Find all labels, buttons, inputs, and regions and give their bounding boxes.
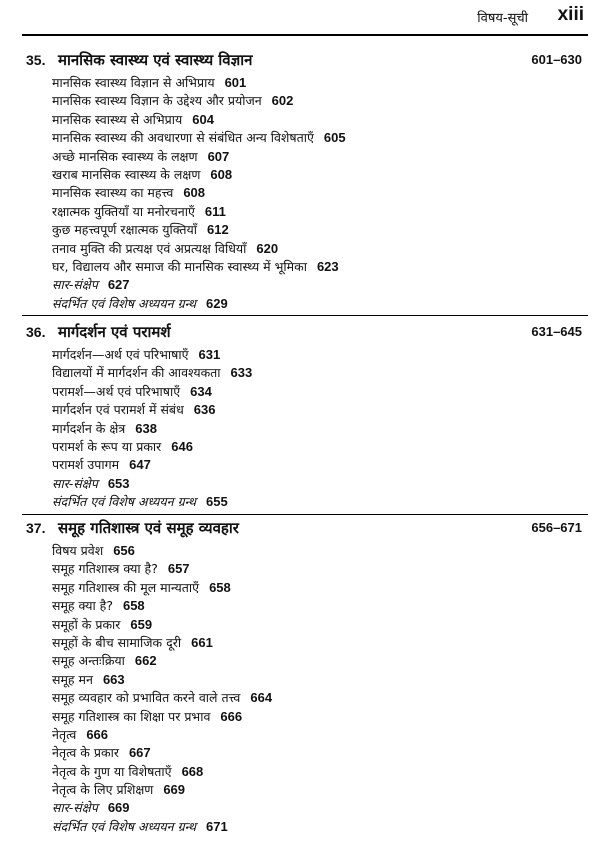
entry-title: नेतृत्व के गुण या विशेषताएँ (52, 763, 172, 779)
chapter-37 (0, 518, 600, 836)
chapter-number: 36. (26, 324, 46, 340)
entry-title: परामर्श के रूप या प्रकार (52, 438, 162, 454)
toc-entry (0, 148, 600, 166)
toc-entry (0, 240, 600, 258)
toc-entry (0, 364, 600, 382)
toc-entry (0, 401, 600, 419)
toc-entry (0, 92, 600, 110)
toc-entry (0, 346, 600, 364)
entry-title: समूह गतिशास्त्र की मूल मान्यताएँ (52, 579, 200, 595)
chapter-35 (0, 50, 600, 313)
toc-entry (0, 634, 600, 652)
chapter-entries (0, 74, 600, 313)
entry-title: संदर्भित एवं विशेष अध्ययन ग्रन्थ (52, 295, 196, 311)
entry-title: अच्छे मानसिक स्वास्थ्य के लक्षण (52, 148, 198, 164)
toc-entry (0, 420, 600, 438)
entry-title: समूहों के बीच सामाजिक दूरी (52, 634, 182, 650)
header-divider (22, 34, 588, 36)
toc-entry (0, 781, 600, 799)
entry-page: 604 (192, 111, 214, 127)
chapter-page-range: 656–671 (531, 520, 582, 535)
entry-title: संदर्भित एवं विशेष अध्ययन ग्रन्थ (52, 818, 196, 834)
entry-title: संदर्भित एवं विशेष अध्ययन ग्रन्थ (52, 494, 196, 510)
entry-page: 657 (167, 561, 190, 577)
chapter-heading (0, 518, 600, 542)
entry-title: परामर्श उपागम (52, 457, 120, 473)
entry-page: 638 (135, 420, 157, 436)
toc-entry (0, 166, 600, 184)
entry-title: मानसिक स्वास्थ्य विज्ञान के उद्देश्य और प्रयोजन (52, 93, 262, 109)
toc-entry (0, 671, 600, 689)
entry-title: विद्यालयों में मार्गदर्शन की आवश्यकता (52, 365, 221, 381)
entry-title: नेतृत्व (52, 726, 77, 742)
toc-entry (0, 111, 600, 129)
toc-entry (0, 276, 600, 294)
toc-entry (0, 438, 600, 456)
chapter-number: 37. (26, 520, 46, 536)
toc-entry (0, 597, 600, 615)
toc-entry (0, 74, 600, 92)
entry-page: 658 (209, 579, 231, 595)
entry-title: सार-संक्षेप (52, 475, 98, 491)
entry-page: 666 (220, 708, 243, 724)
entry-page: 623 (316, 258, 339, 274)
chapter-heading (0, 50, 600, 74)
entry-title: समूह गतिशास्त्र क्या है? (52, 561, 158, 577)
entry-page: 636 (193, 402, 216, 418)
entry-page: 601 (224, 75, 247, 90)
entry-page: 605 (323, 130, 346, 146)
toc-entry (0, 560, 600, 578)
page-header (0, 0, 600, 36)
entry-title: मानसिक स्वास्थ्य की अवधारणा से संबंधित अन्य विशेषताएँ (52, 130, 314, 146)
toc-entry (0, 456, 600, 474)
entry-page: 612 (207, 222, 229, 238)
entry-title: मानसिक स्वास्थ्य विज्ञान से अभिप्राय (52, 75, 215, 90)
entry-title: समूह मन (52, 671, 93, 687)
entry-title: मानसिक स्वास्थ्य से अभिप्राय (52, 111, 183, 127)
chapter-entries (0, 542, 600, 836)
toc-entry (0, 129, 600, 147)
entry-title: मार्गदर्शन एवं परामर्श में संबंध (52, 402, 184, 418)
entry-page: 666 (86, 726, 109, 742)
toc-entry (0, 184, 600, 202)
toc-entry (0, 652, 600, 670)
chapter-title: मार्गदर्शन एवं परामर्श (58, 323, 171, 341)
toc-entry (0, 799, 600, 817)
running-title: विषय-सूची (477, 11, 528, 26)
entry-page: 655 (205, 494, 228, 510)
entry-title: सार-संक्षेप (52, 800, 98, 816)
entry-page: 669 (163, 782, 186, 798)
entry-page: 646 (171, 438, 193, 454)
entry-page: 667 (128, 745, 151, 761)
chapter-page-range: 601–630 (531, 52, 582, 67)
entry-title: सार-संक्षेप (52, 277, 98, 293)
toc-entry (0, 542, 600, 560)
toc-entry (0, 708, 600, 726)
chapter-36 (0, 322, 600, 512)
toc-entry (0, 616, 600, 634)
chapter-title: समूह गतिशास्त्र एवं समूह व्यवहार (58, 519, 239, 537)
entry-page: 631 (198, 347, 221, 362)
entry-page: 669 (107, 800, 130, 816)
chapter-heading (0, 322, 600, 346)
chapter-divider (22, 514, 588, 515)
toc-entry (0, 475, 600, 493)
entry-page: 647 (129, 457, 151, 473)
entry-title: तनाव मुक्ति की प्रत्यक्ष एवं अप्रत्यक्ष विधियाँ (52, 240, 247, 256)
entry-page: 608 (210, 166, 233, 182)
toc-entry (0, 763, 600, 781)
entry-page: 656 (113, 543, 135, 558)
entry-page: 668 (181, 763, 204, 779)
entry-page: 658 (122, 598, 145, 614)
toc-entry (0, 383, 600, 401)
entry-page: 653 (107, 475, 130, 491)
entry-title: समूह गतिशास्त्र का शिक्षा पर प्रभाव (52, 708, 211, 724)
chapter-entries (0, 346, 600, 512)
entry-title: नेतृत्व के प्रकार (52, 745, 119, 761)
entry-page: 607 (207, 148, 230, 164)
entry-title: समूह अन्तःक्रिया (52, 653, 125, 669)
entry-title: मार्गदर्शन—अर्थ एवं परिभाषाएँ (52, 347, 189, 362)
entry-page: 620 (256, 240, 279, 256)
entry-title: रक्षात्मक युक्तियाँ या मनोरचनाएँ (52, 203, 195, 219)
entry-title: समूह व्यवहार को प्रभावित करने वाले तत्त्व (52, 690, 241, 706)
entry-page: 608 (183, 185, 206, 201)
entry-page: 664 (250, 690, 273, 706)
toc-entry (0, 744, 600, 762)
entry-title: कुछ महत्त्वपूर्ण रक्षात्मक युक्तियाँ (52, 222, 198, 238)
entry-page: 634 (190, 383, 212, 399)
entry-title: परामर्श—अर्थ एवं परिभाषाएँ (52, 383, 181, 399)
entry-title: खराब मानसिक स्वास्थ्य के लक्षण (52, 166, 201, 182)
entry-title: विषय प्रवेश (52, 543, 104, 558)
chapter-title: मानसिक स्वास्थ्य एवं स्वास्थ्य विज्ञान (58, 51, 253, 69)
toc-entry (0, 295, 600, 313)
entry-page: 602 (271, 93, 294, 109)
entry-page: 611 (204, 203, 226, 219)
entry-page: 629 (205, 295, 228, 311)
entry-page: 633 (230, 365, 253, 381)
toc-entry (0, 689, 600, 707)
toc-entry (0, 258, 600, 276)
toc-entry (0, 726, 600, 744)
entry-title: समूह क्या है? (52, 598, 113, 614)
entry-title: घर, विद्यालय और समाज की मानसिक स्वास्थ्य में भूमिका (52, 258, 307, 274)
entry-title: नेतृत्व के लिए प्रशिक्षण (52, 782, 154, 798)
entry-page: 671 (205, 818, 228, 834)
entry-page: 662 (134, 653, 157, 669)
entry-title: मानसिक स्वास्थ्य का महत्त्व (52, 185, 174, 201)
entry-title: समूहों के प्रकार (52, 616, 121, 632)
toc-entry (0, 203, 600, 221)
chapter-number: 35. (26, 52, 46, 68)
toc-entry (0, 818, 600, 836)
page-number: xiii (557, 4, 584, 25)
toc-entry (0, 221, 600, 239)
entry-title: मार्गदर्शन के क्षेत्र (52, 420, 126, 436)
chapter-page-range: 631–645 (531, 324, 582, 339)
entry-page: 659 (130, 616, 153, 632)
toc-entry (0, 493, 600, 511)
entry-page: 661 (191, 634, 213, 650)
entry-page: 663 (102, 671, 125, 687)
toc-entry (0, 579, 600, 597)
chapter-divider (22, 315, 588, 316)
entry-page: 627 (107, 277, 130, 293)
